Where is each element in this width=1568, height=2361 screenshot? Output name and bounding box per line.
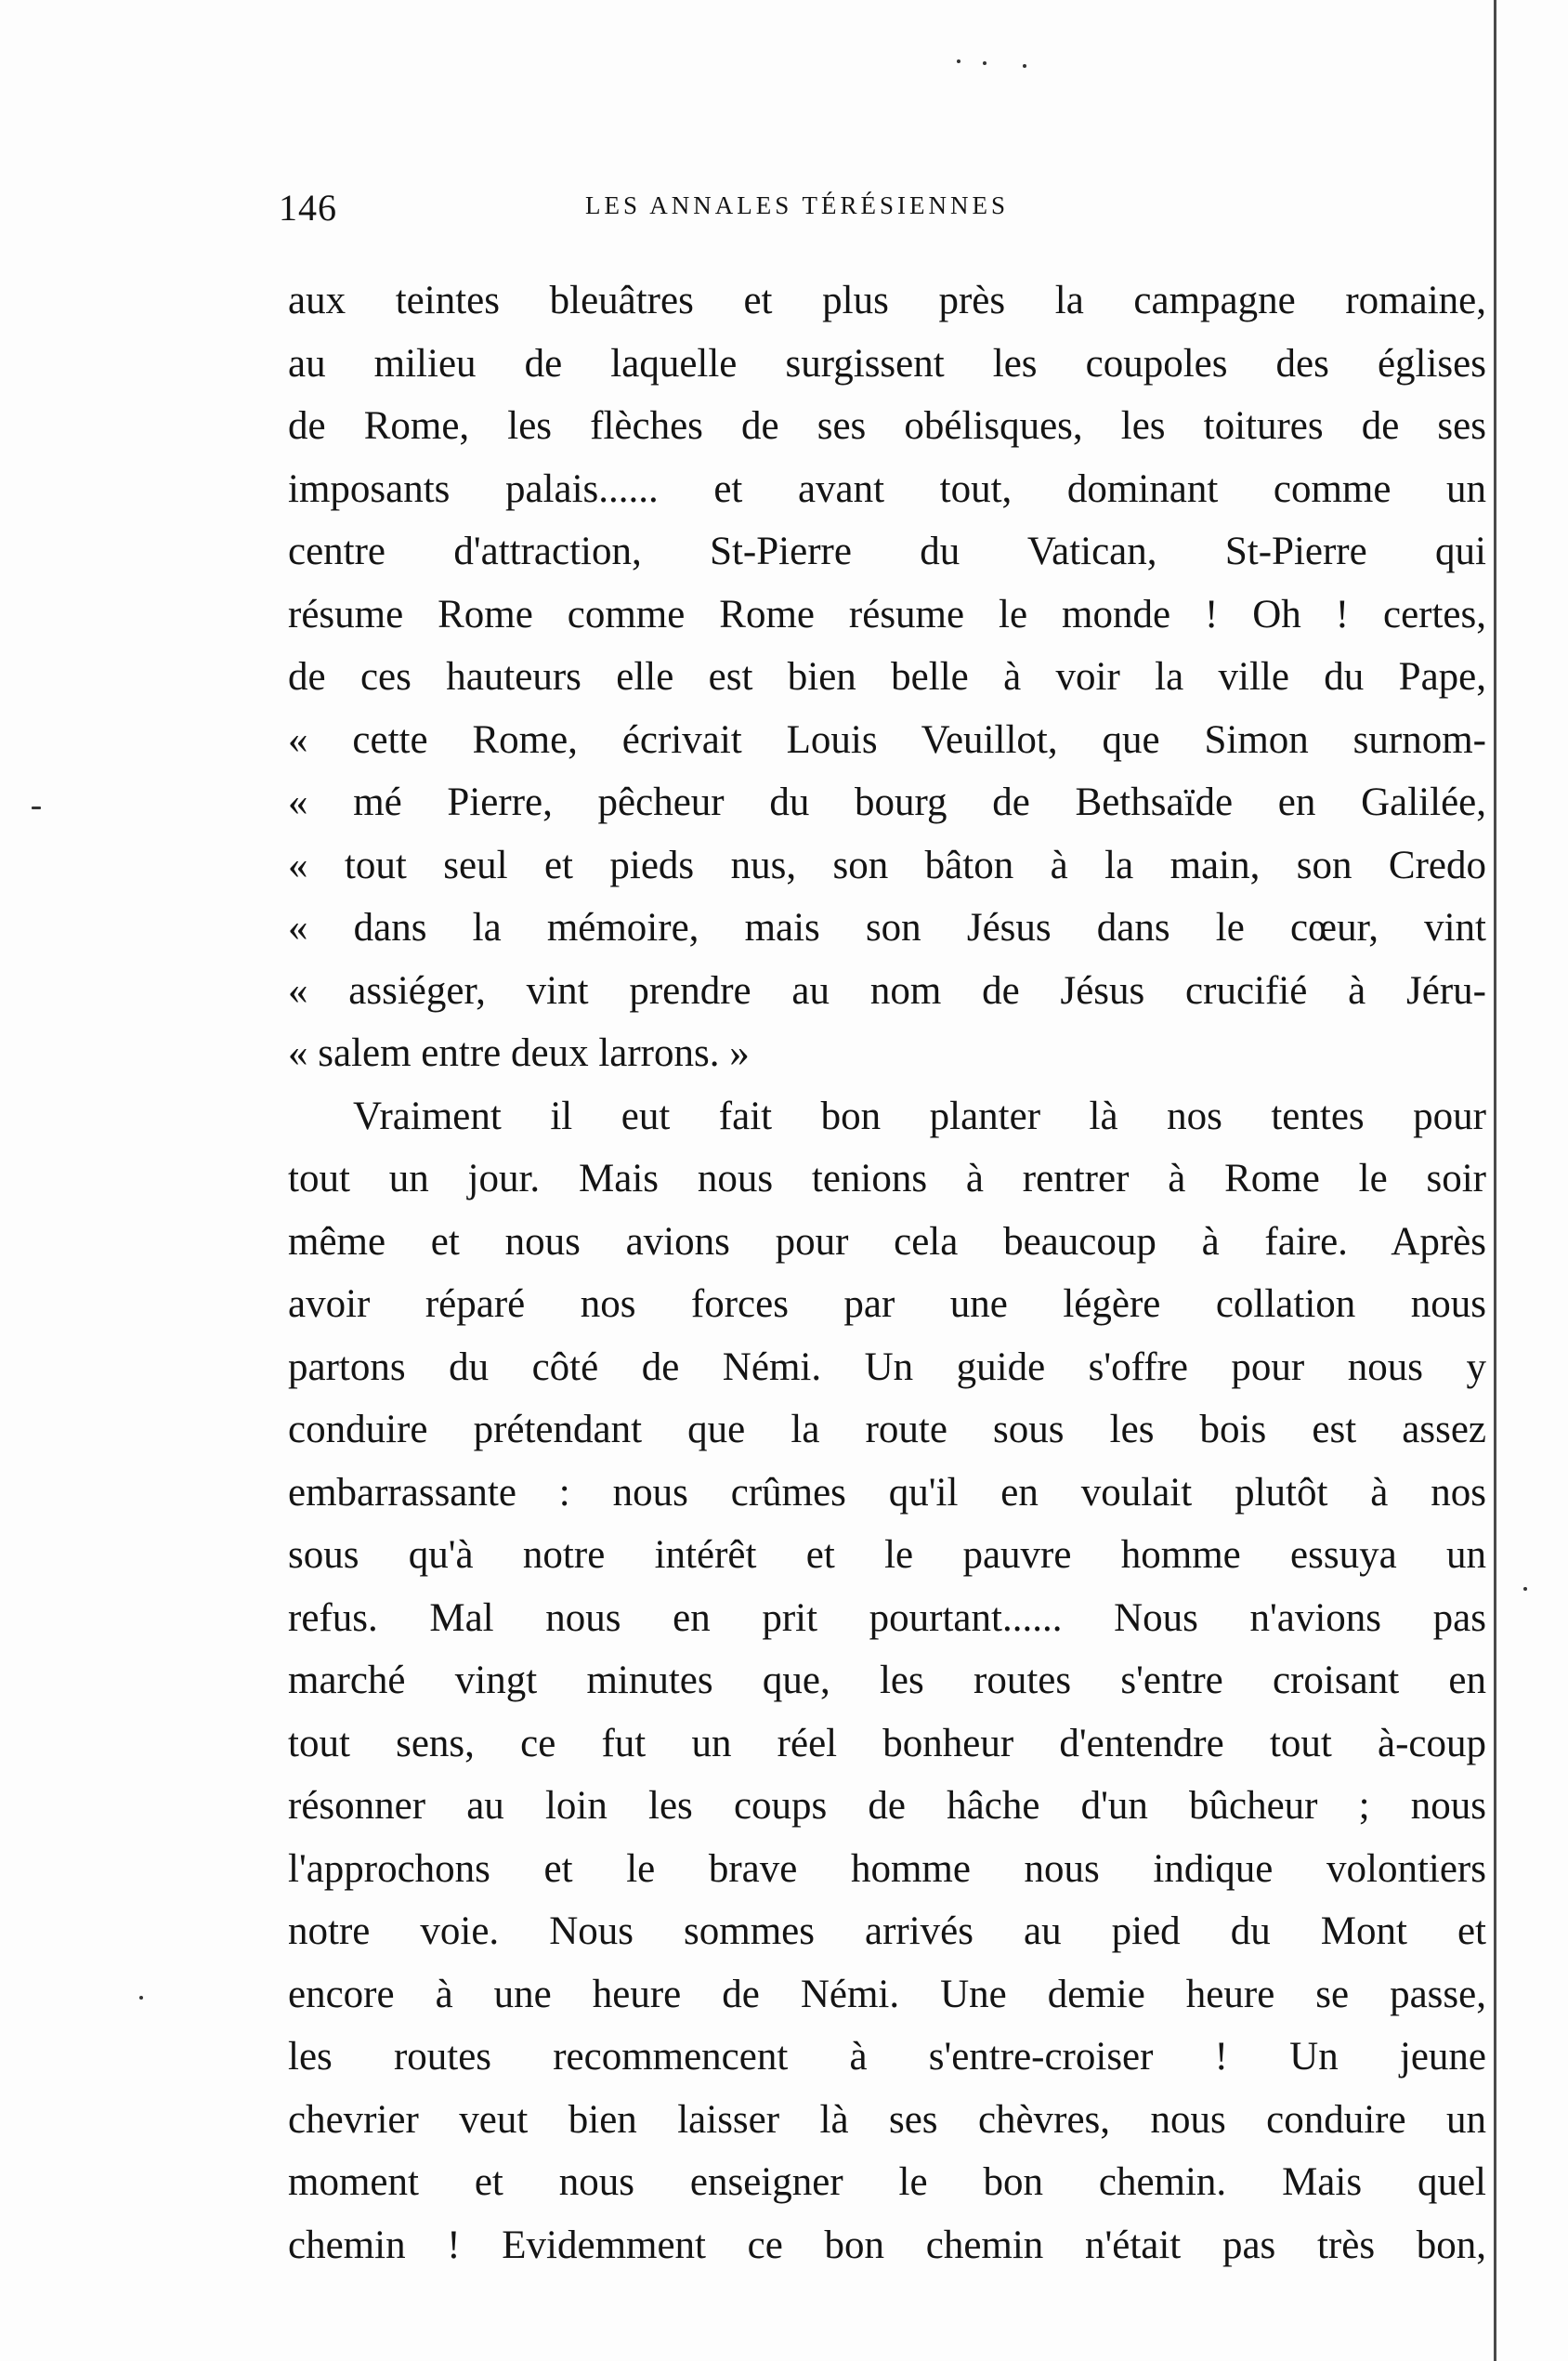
text-line: sous qu'à notre intérêt et le pauvre homme essuya un <box>288 1533 1486 1577</box>
text-line: embarrassante : nous crûmes qu'il en voulait plutôt à nos <box>288 1470 1486 1515</box>
text-line: conduire prétendant que la route sous les bois est assez <box>288 1408 1486 1451</box>
text-line: refus. Mal nous en prit pourtant...... Nous n'avions pas <box>288 1595 1486 1640</box>
scan-speck <box>1023 64 1026 68</box>
text-line: imposants palais...... et avant tout, dominant comme un <box>288 466 1486 511</box>
text-line: moment et nous enseigner le bon chemin. Mais quel <box>288 2160 1486 2204</box>
scan-speck <box>1523 1587 1527 1591</box>
text-line: aux teintes bleuâtres et plus près la campagne romaine, <box>288 279 1486 322</box>
text-line: chemin ! Evidemment ce bon chemin n'était pas très bon, <box>288 2223 1486 2267</box>
text-line: « assiéger, vint prendre au nom de Jésus crucifié à Jéru- <box>288 968 1486 1013</box>
text-line: résonner au loin les coups de hâche d'un bûcheur ; nous <box>288 1784 1486 1828</box>
running-head: LES ANNALES TÉRÉSIENNES <box>585 191 1010 219</box>
text-line: avoir réparé nos forces par une légère collation nous <box>288 1282 1486 1326</box>
text-line: centre d'attraction, St-Pierre du Vatican, St-Pierre qui <box>288 530 1486 573</box>
text-line: chevrier veut bien laisser là ses chèvres, nous conduire un <box>288 2097 1486 2142</box>
text-line: au milieu de laquelle surgissent les coupoles des églises <box>288 341 1486 386</box>
text-line: « mé Pierre, pêcheur du bourg de Bethsaïde en Galilée, <box>288 780 1486 824</box>
text-line: tout un jour. Mais nous tenions à rentrer à Rome le soir <box>288 1157 1486 1200</box>
scan-speck <box>983 61 987 65</box>
text-line: encore à une heure de Némi. Une demie heure se passe, <box>288 1972 1486 2016</box>
body-text <box>288 269 1486 2276</box>
scan-speck <box>32 807 41 809</box>
scan-speck <box>139 1996 143 2000</box>
text-line: « salem entre deux larrons. » <box>288 1031 750 1075</box>
text-line: « cette Rome, écrivait Louis Veuillot, que Simon surnom- <box>288 717 1486 762</box>
page-number: 146 <box>279 187 337 229</box>
paragraph <box>288 1085 1486 2277</box>
text-line: même et nous avions pour cela beaucoup à faire. Après <box>288 1219 1486 1264</box>
text-line: de ces hauteurs elle est bien belle à voir la ville du Pape, <box>288 655 1486 699</box>
text-line: les routes recommencent à s'entre-croiser ! Un jeune <box>288 2035 1486 2079</box>
text-line: l'approchons et le brave homme nous indique volontiers <box>288 1846 1486 1891</box>
text-line: tout sens, ce fut un réel bonheur d'entendre tout à-coup <box>288 1721 1486 1765</box>
scan-speck <box>957 59 960 63</box>
paragraph <box>288 269 1486 1085</box>
text-line: marché vingt minutes que, les routes s'entre croisant en <box>288 1659 1486 1702</box>
text-line: partons du côté de Némi. Un guide s'offre pour nous y <box>288 1344 1486 1389</box>
text-line: résume Rome comme Rome résume le monde ! Oh ! certes, <box>288 592 1486 636</box>
text-line: de Rome, les flèches de ses obélisques, les toitures de ses <box>288 404 1486 448</box>
page-edge-rule <box>1494 0 1496 2361</box>
text-line: Vraiment il eut fait bon planter là nos tentes pour <box>353 1094 1486 1138</box>
text-line: notre voie. Nous sommes arrivés au pied du Mont et <box>288 1909 1486 1953</box>
text-line: « dans la mémoire, mais son Jésus dans le cœur, vint <box>288 906 1486 950</box>
text-line: « tout seul et pieds nus, son bâton à la main, son Credo <box>288 843 1486 887</box>
page-header <box>279 186 1449 242</box>
